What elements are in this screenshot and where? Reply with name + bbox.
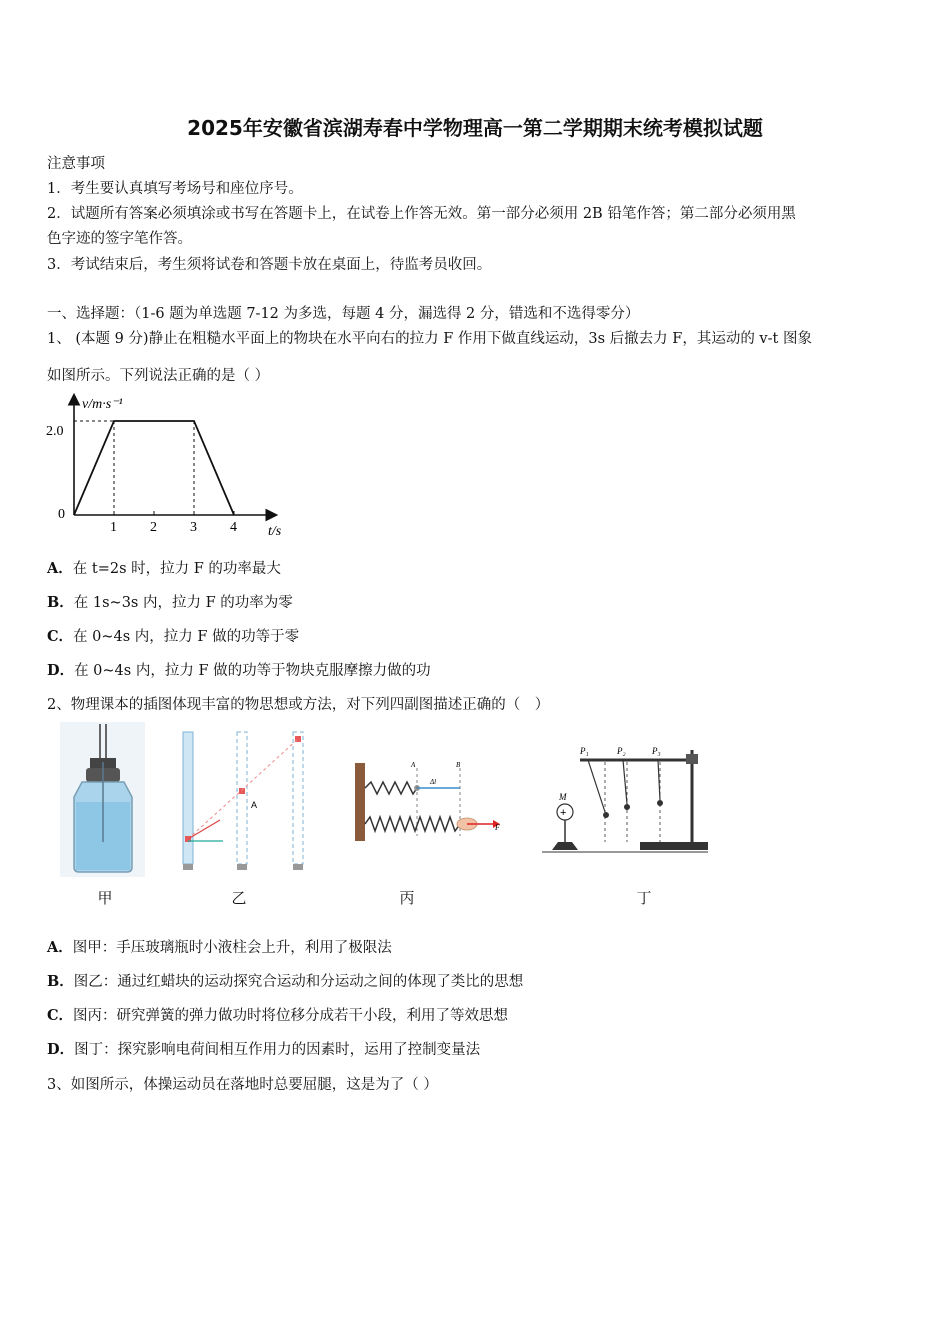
x-tick-label: 2 <box>150 520 157 535</box>
notice-heading: 注意事项 <box>47 156 105 172</box>
fig-label-p3: P₃ <box>652 746 661 756</box>
q2-option-a: A．图甲：手压玻璃瓶时小液柱会上升，利用了极限法 <box>47 939 392 956</box>
q2-option-b: B．图乙：通过红蜡块的运动探究合运动和分运动之间的体现了类比的思想 <box>47 973 524 990</box>
q2-option-c: C．图丙：研究弹簧的弹力做功时将位移分成若干小段，利用了等效思想 <box>47 1007 509 1024</box>
y-tick-label: 2.0 <box>46 424 64 439</box>
fig-label-m: M <box>559 792 567 802</box>
x-tick-label: 4 <box>230 520 237 535</box>
q1-option-a: A．在 t=2s 时，拉力 F 的功率最大 <box>47 560 281 577</box>
section-heading: 一、选择题：（1-6 题为单选题 7-12 为多选，每题 4 分，漏选得 2 分，错选和不选得零分） <box>47 306 640 322</box>
fig-label-a: A <box>251 800 258 810</box>
notice-item: 1．考生要认真填写考场号和座位序号。 <box>47 181 303 197</box>
svg-text:+: + <box>560 807 567 819</box>
fig-label-p2: P₂ <box>617 746 626 756</box>
x-tick-label: 1 <box>110 520 117 535</box>
figure-caption-jia: 甲 <box>97 889 113 907</box>
fig-label-a: A <box>411 761 416 769</box>
x-axis-label: t/s <box>268 524 282 539</box>
figure-caption-yi: 乙 <box>231 889 247 907</box>
figure-bing-springs <box>355 758 505 843</box>
figure-caption-bing: 丙 <box>399 889 415 907</box>
figure-yi-tubes <box>175 728 315 873</box>
fig-label-dl: Δl <box>430 778 437 786</box>
q1-option-c: C．在 0~4s 内，拉力 F 做的功等于零 <box>47 628 300 645</box>
page-title: 2025年安徽省滨湖寿春中学物理高一第二学期期末统考模拟试题 <box>187 116 763 140</box>
figure-ding-stand <box>540 742 710 857</box>
notice-item: 3．考试结束后，考生须将试卷和答题卡放在桌面上，待监考员收回。 <box>47 257 492 273</box>
fig-label-f: F <box>495 823 500 832</box>
notice-item: 2．试题所有答案必须填涂或书写在答题卡上，在试卷上作答无效。第一部分必须用 2B 铅笔作答；第二部分必须用黑 <box>47 206 796 222</box>
fig-label-p1: P₁ <box>580 746 589 756</box>
q2-option-d: D．图丁：探究影响电荷间相互作用力的因素时，运用了控制变量法 <box>47 1041 481 1058</box>
x-tick-label: 3 <box>190 520 197 535</box>
q3-stem: 3、如图所示，体操运动员在落地时总要屈腿，这是为了（ ） <box>47 1077 438 1093</box>
q1-option-b: B．在 1s~3s 内，拉力 F 的功率为零 <box>47 594 293 611</box>
notice-item: 色字迹的签字笔作答。 <box>47 231 192 247</box>
vt-chart <box>40 390 300 540</box>
figure-jia-bottle <box>60 722 145 877</box>
figure-caption-ding: 丁 <box>636 889 652 907</box>
series-line <box>74 421 234 515</box>
q1-stem: 如图所示。下列说法正确的是（ ） <box>47 368 270 384</box>
q1-stem: 1、 (本题 9 分)静止在粗糙水平面上的物块在水平向右的拉力 F 作用下做直线运动，3s 后撤去力 F，其运动的 v-t 图象 <box>47 331 812 347</box>
q1-option-d: D．在 0~4s 内，拉力 F 做的功等于物块克服摩擦力做的功 <box>47 662 431 679</box>
origin-label: 0 <box>58 507 65 522</box>
fig-label-b: B <box>456 761 461 769</box>
q2-stem: 2、物理课本的插图体现丰富的物思想或方法，对下列四副图描述正确的（ ） <box>47 697 550 713</box>
y-axis-label: v/m·s⁻¹ <box>82 397 123 412</box>
